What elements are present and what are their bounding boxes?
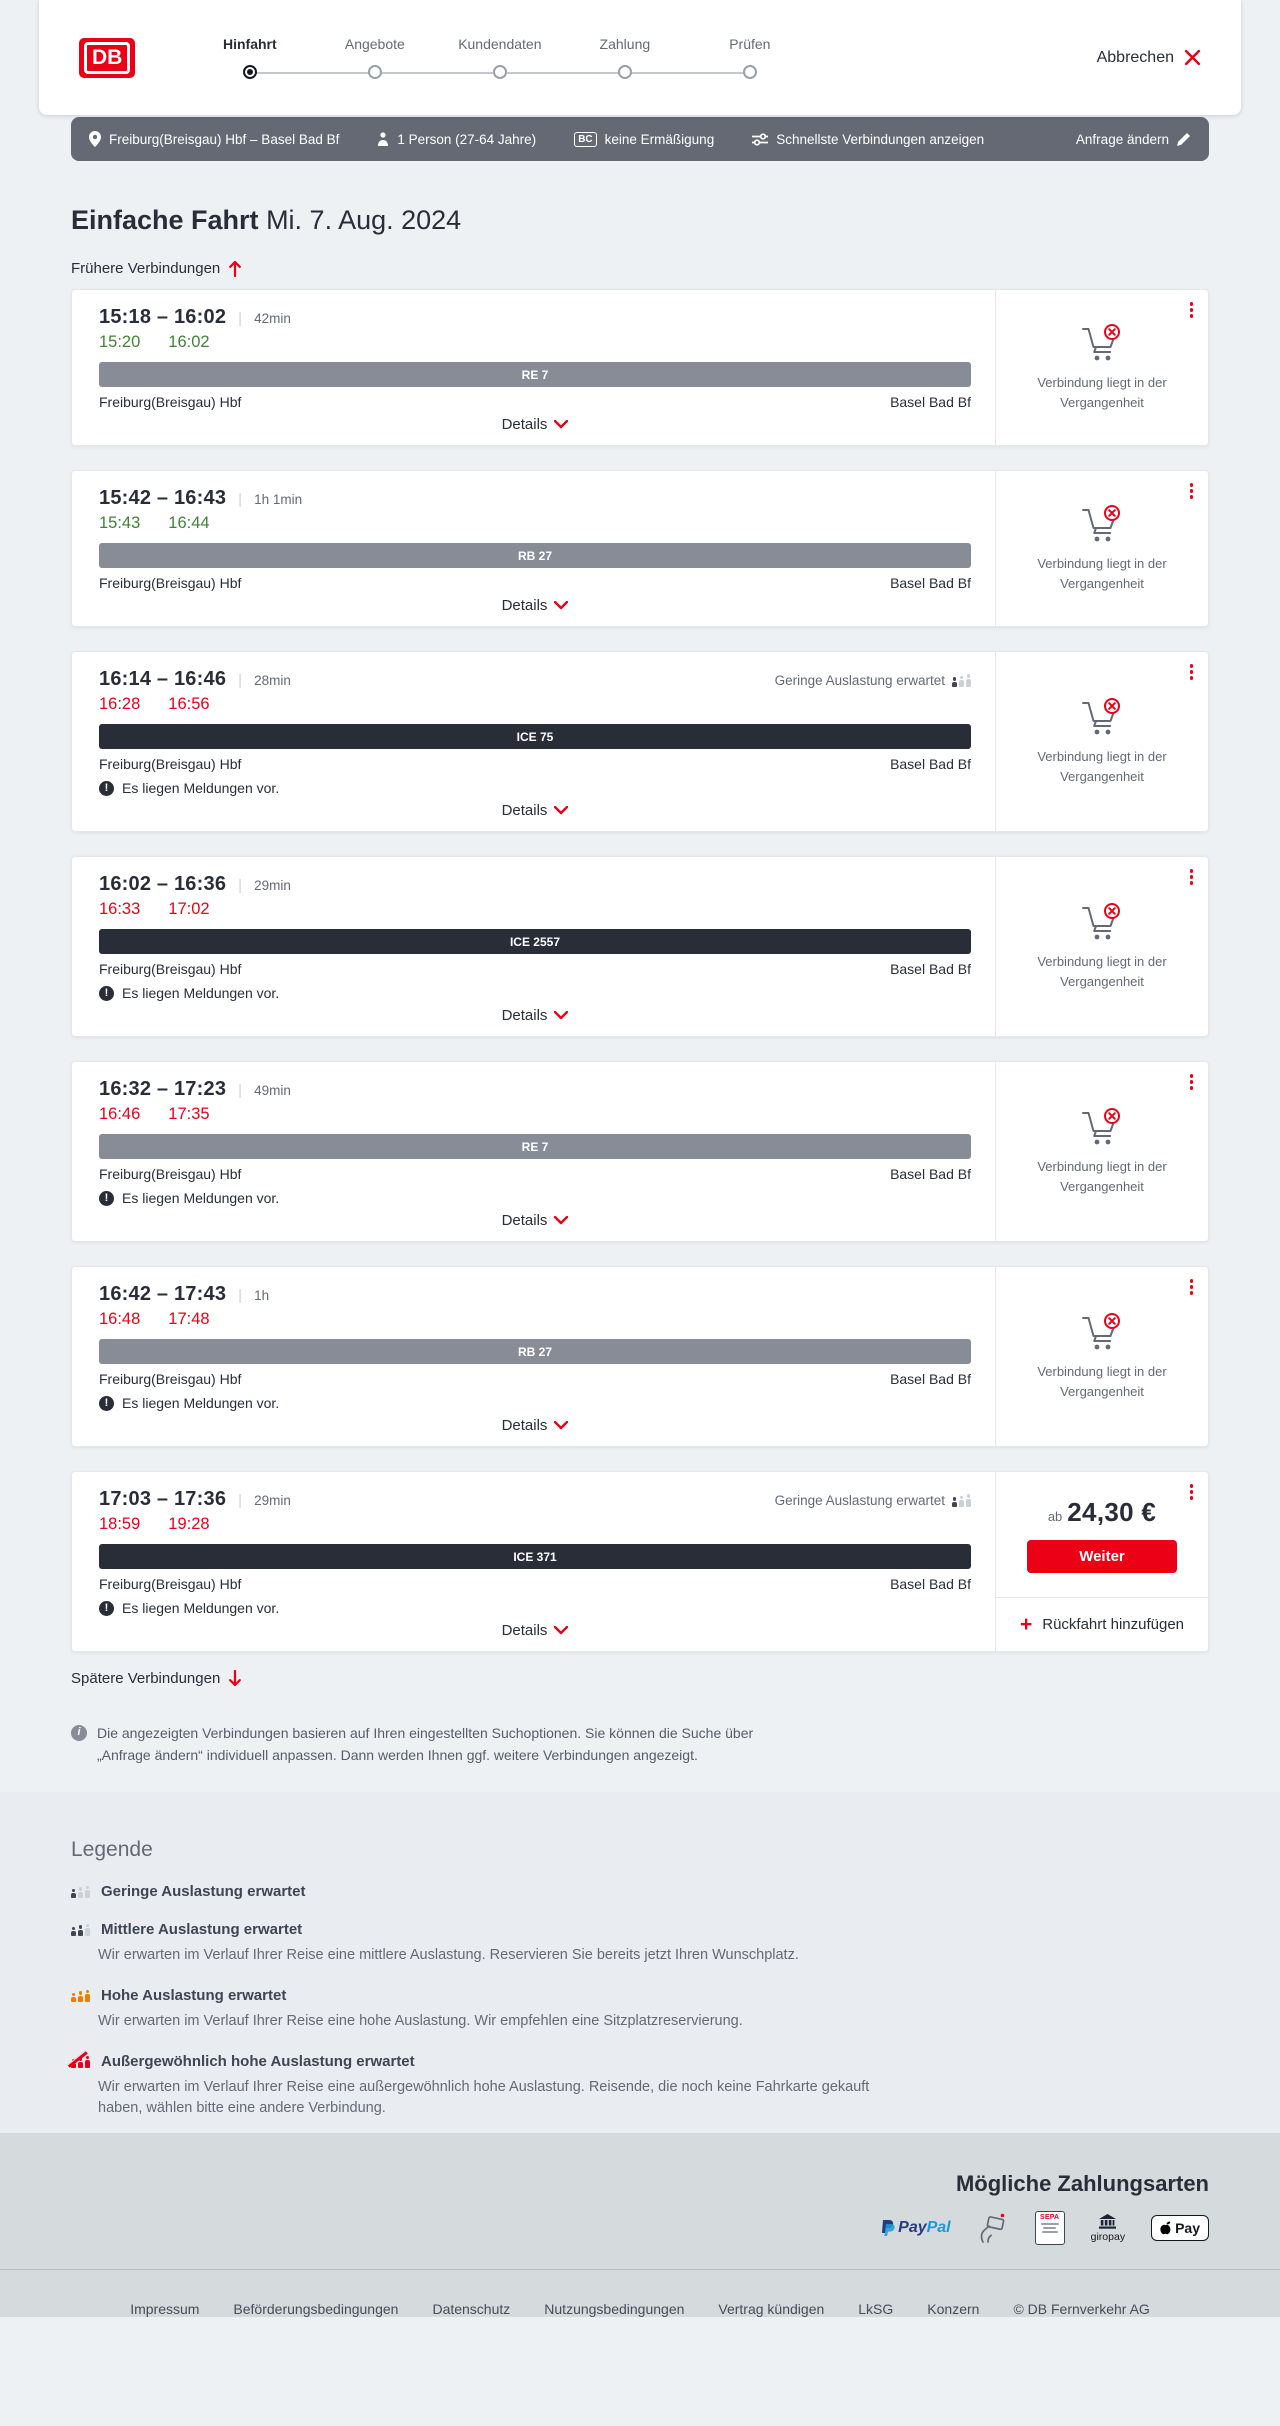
footer-link[interactable]: Nutzungsbedingungen <box>544 2301 685 2318</box>
legend-item-description: Wir erwarten im Verlauf Ihrer Reise eine außergewöhnlich hohe Auslastung. Reisende, die noch keine Fahrkarte gekauft haben, wählen bitte eine andere Verbindung. <box>98 2079 870 2117</box>
cart-unavailable-icon <box>1079 323 1125 363</box>
divider: | <box>238 1492 243 1509</box>
actual-departure: 15:43 <box>99 514 141 532</box>
info-text: Die angezeigten Verbindungen basieren auf Ihren eingestellten Suchoptionen. Sie können die Suche über „Anfrage ändern“ individuell anpassen. Dann werden Ihnen ggf. weitere Verbindungen angezeigt. <box>97 1725 754 1763</box>
trip-type: Einfache Fahrt <box>71 205 259 235</box>
actual-arrival: 16:56 <box>168 695 210 713</box>
messages-label: Es liegen Meldungen vor. <box>122 1190 280 1206</box>
continue-button[interactable]: Weiter <box>1027 1540 1177 1573</box>
connection-times: 15:18 – 16:02 <box>99 306 227 328</box>
details-toggle[interactable] <box>99 416 971 433</box>
connection-card <box>71 289 1209 446</box>
add-return-trip-button[interactable] <box>996 1597 1208 1651</box>
past-connection-panel <box>996 857 1208 1036</box>
origin-station: Freiburg(Breisgau) Hbf <box>99 756 242 772</box>
realtime-times <box>99 1105 971 1124</box>
chevron-down-icon <box>554 601 568 610</box>
messages-label: Es liegen Meldungen vor. <box>122 1600 280 1616</box>
cart-unavailable-icon <box>1079 902 1125 942</box>
footer-link[interactable]: Datenschutz <box>432 2301 511 2318</box>
divider: | <box>238 491 243 508</box>
connection-duration: 42min <box>254 311 291 326</box>
db-logo-text: DB <box>84 42 130 74</box>
details-toggle[interactable] <box>99 1622 971 1639</box>
cancel-label: Abbrechen <box>1096 48 1174 66</box>
more-options-menu[interactable] <box>1188 1277 1196 1297</box>
connection-times: 16:02 – 16:36 <box>99 873 227 895</box>
details-label: Details <box>501 1417 548 1434</box>
more-options-menu[interactable] <box>1188 481 1196 501</box>
plus-icon: + <box>1019 1612 1033 1636</box>
past-connection-label: Verbindung liegt in der Vergangenheit <box>1037 375 1167 410</box>
connection-duration: 29min <box>254 878 291 893</box>
details-label: Details <box>501 802 548 819</box>
realtime-times <box>99 514 971 533</box>
sliders-icon <box>752 133 768 146</box>
step-label: Kundendaten <box>458 36 542 52</box>
footer-link[interactable]: Beförderungsbedingungen <box>233 2301 399 2318</box>
checkout-stepper <box>187 36 812 79</box>
connection-card <box>71 1471 1209 1652</box>
messages-note <box>99 1190 971 1206</box>
arrow-down-icon <box>228 1670 242 1687</box>
trip-date: Mi. 7. Aug. 2024 <box>266 205 462 235</box>
legend-item-description: Wir erwarten im Verlauf Ihrer Reise eine hohe Auslastung. Wir empfehlen eine Sitzplatzreservierung. <box>98 2013 743 2030</box>
connection-times: 16:42 – 17:43 <box>99 1283 227 1305</box>
destination-station: Basel Bad Bf <box>890 1371 971 1387</box>
divider: | <box>238 1287 243 1304</box>
connection-times: 17:03 – 17:36 <box>99 1488 227 1510</box>
connection-card <box>71 856 1209 1037</box>
alert-icon: ! <box>99 1396 114 1411</box>
origin-station: Freiburg(Breisgau) Hbf <box>99 1371 242 1387</box>
legend-item <box>71 2053 1209 2119</box>
actual-departure: 16:33 <box>99 900 141 918</box>
occupancy-icon <box>952 674 971 687</box>
more-options-menu[interactable] <box>1188 1482 1196 1502</box>
later-connections-button[interactable]: Spätere Verbindungen <box>71 1670 242 1687</box>
chevron-down-icon <box>554 1421 568 1430</box>
connection-card <box>71 470 1209 627</box>
payment-title: Mögliche Zahlungsarten <box>955 2171 1209 2197</box>
details-toggle[interactable] <box>99 1212 971 1229</box>
divider: | <box>238 877 243 894</box>
footer-link[interactable]: Impressum <box>130 2301 200 2318</box>
stepper-step[interactable] <box>687 36 812 79</box>
realtime-times <box>99 695 971 714</box>
fastest-text: Schnellste Verbindungen anzeigen <box>776 131 985 147</box>
actual-departure: 16:28 <box>99 695 141 713</box>
footer-link[interactable]: Vertrag kündigen <box>718 2301 825 2318</box>
actual-arrival: 17:35 <box>168 1105 210 1123</box>
actual-departure: 16:46 <box>99 1105 141 1123</box>
destination-station: Basel Bad Bf <box>890 961 971 977</box>
past-connection-panel <box>996 1062 1208 1241</box>
past-connection-label: Verbindung liegt in der Vergangenheit <box>1037 1364 1167 1399</box>
destination-station: Basel Bad Bf <box>890 1166 971 1182</box>
chevron-down-icon <box>554 1626 568 1635</box>
search-info-note <box>71 1723 1209 1766</box>
stepper-step[interactable] <box>562 36 687 79</box>
route-summary <box>89 131 339 147</box>
details-label: Details <box>501 1007 548 1024</box>
location-pin-icon <box>89 131 101 147</box>
connection-card <box>71 1266 1209 1447</box>
connection-duration: 28min <box>254 673 291 688</box>
change-request-label: Anfrage ändern <box>1075 131 1169 147</box>
occupancy-icon <box>71 1924 90 1937</box>
payment-section <box>0 2133 1280 2269</box>
details-toggle[interactable] <box>99 1007 971 1024</box>
actual-arrival: 16:44 <box>168 514 210 532</box>
payment-methods <box>71 2211 1209 2245</box>
occupancy-icon <box>71 2056 90 2069</box>
origin-station: Freiburg(Breisgau) Hbf <box>99 394 242 410</box>
details-toggle[interactable] <box>99 802 971 819</box>
connection-duration: 49min <box>254 1083 291 1098</box>
legend-title: Legende <box>71 1838 153 1862</box>
paypal-icon <box>880 2219 950 2238</box>
actual-departure: 18:59 <box>99 1515 141 1533</box>
past-connection-label: Verbindung liegt in der Vergangenheit <box>1037 556 1167 591</box>
offer-panel <box>996 1472 1208 1597</box>
stepper-step[interactable] <box>437 36 562 79</box>
realtime-times <box>99 900 971 919</box>
actual-arrival: 19:28 <box>168 1515 210 1533</box>
destination-station: Basel Bad Bf <box>890 394 971 410</box>
applepay-icon <box>1151 2215 1209 2241</box>
step-label: Hinfahrt <box>223 36 277 52</box>
step-dot-icon <box>243 65 257 79</box>
occupancy-icon <box>952 1494 971 1507</box>
chevron-down-icon <box>554 1216 568 1225</box>
destination-station: Basel Bad Bf <box>890 575 971 591</box>
passengers-summary <box>377 132 536 147</box>
legend-item <box>71 1921 1209 1966</box>
creditcard-in-hand-icon <box>977 2212 1009 2244</box>
step-label: Angebote <box>344 36 405 52</box>
details-label: Details <box>501 1622 548 1639</box>
paypal-label: PayPal <box>898 2219 951 2237</box>
messages-note <box>99 1600 971 1616</box>
past-connection-panel <box>996 1267 1208 1446</box>
train-segment-bar: ICE 371 <box>99 1544 971 1569</box>
connection-duration: 1h 1min <box>254 492 303 507</box>
header <box>39 0 1241 115</box>
past-connection-label: Verbindung liegt in der Vergangenheit <box>1037 1159 1167 1194</box>
cart-unavailable-icon <box>1079 697 1125 737</box>
legend-item-description: Wir erwarten im Verlauf Ihrer Reise eine mittlere Auslastung. Reservieren Sie bereits jetzt Ihren Wunschplatz. <box>98 1947 799 1964</box>
origin-station: Freiburg(Breisgau) Hbf <box>99 1166 242 1182</box>
connection-card <box>71 651 1209 832</box>
legend-item-label: Geringe Auslastung erwartet <box>101 1883 306 1901</box>
connections-list <box>71 289 1209 1652</box>
past-connection-label: Verbindung liegt in der Vergangenheit <box>1037 954 1167 989</box>
discount-summary <box>574 132 714 147</box>
train-segment-bar: ICE 2557 <box>99 929 971 954</box>
origin-station: Freiburg(Breisgau) Hbf <box>99 575 242 591</box>
details-label: Details <box>501 416 548 433</box>
connection-duration: 29min <box>254 1493 291 1508</box>
past-connection-panel <box>996 471 1208 626</box>
train-segment-bar: RB 27 <box>99 543 971 568</box>
sepa-label: SEPA <box>1039 2214 1060 2222</box>
price-value: 24,30 € <box>1067 1496 1157 1527</box>
step-dot-icon <box>618 65 632 79</box>
step-dot-icon <box>493 65 507 79</box>
occupancy-label: Geringe Auslastung erwartet <box>774 673 945 688</box>
more-options-menu[interactable] <box>1188 662 1196 682</box>
change-request-button[interactable] <box>1076 132 1191 147</box>
cancel-button[interactable] <box>1097 49 1201 67</box>
connection-times: 16:32 – 17:23 <box>99 1078 227 1100</box>
actual-arrival: 16:02 <box>168 333 210 351</box>
destination-station: Basel Bad Bf <box>890 1576 971 1592</box>
messages-label: Es liegen Meldungen vor. <box>122 780 280 796</box>
details-toggle[interactable] <box>99 597 971 614</box>
stepper-step[interactable] <box>312 36 437 79</box>
person-icon <box>377 132 389 146</box>
divider: | <box>238 1082 243 1099</box>
details-label: Details <box>501 1212 548 1229</box>
realtime-times <box>99 333 971 352</box>
train-segment-bar: RE 7 <box>99 1134 971 1159</box>
legend-item-label: Mittlere Auslastung erwartet <box>101 1921 303 1939</box>
connection-times: 15:42 – 16:43 <box>99 487 227 509</box>
alert-icon: ! <box>99 1601 114 1616</box>
messages-label: Es liegen Meldungen vor. <box>122 1395 280 1411</box>
step-label: Zahlung <box>599 36 651 52</box>
footer-link[interactable]: LkSG <box>858 2301 894 2318</box>
more-options-menu[interactable] <box>1188 300 1196 320</box>
alert-icon: ! <box>99 1191 114 1206</box>
legend-item <box>71 1987 1209 2032</box>
step-dot-icon <box>743 65 757 79</box>
legend-item-label: Außergewöhnlich hohe Auslastung erwartet <box>101 2053 415 2071</box>
discount-text: keine Ermäßigung <box>604 131 715 147</box>
realtime-times <box>99 1310 971 1329</box>
legend-item-label: Hohe Auslastung erwartet <box>101 1987 287 2005</box>
sepa-icon <box>1035 2211 1065 2245</box>
occupancy-indicator <box>775 673 971 688</box>
add-return-label: Rückfahrt hinzufügen <box>1042 1616 1185 1633</box>
more-options-menu[interactable] <box>1188 1072 1196 1092</box>
arrow-up-icon <box>228 260 242 277</box>
cart-unavailable-icon <box>1079 504 1125 544</box>
past-connection-panel <box>996 290 1208 445</box>
close-icon <box>1184 49 1201 66</box>
occupancy-label: Geringe Auslastung erwartet <box>774 1493 945 1508</box>
fastest-connections-toggle[interactable] <box>752 132 984 147</box>
legend-item <box>71 1883 1209 1900</box>
realtime-times <box>99 1515 971 1534</box>
bahncard-icon: BC <box>574 132 596 147</box>
messages-note <box>99 1395 971 1411</box>
connection-card <box>71 1061 1209 1242</box>
train-segment-bar: RE 7 <box>99 362 971 387</box>
connection-times: 16:14 – 16:46 <box>99 668 227 690</box>
db-logo <box>79 38 135 78</box>
legend-items <box>71 1883 1209 2119</box>
occupancy-indicator <box>775 1493 971 1508</box>
applepay-label: Pay <box>1175 2220 1200 2237</box>
price-prefix: ab <box>1047 1508 1063 1524</box>
divider: | <box>238 310 243 327</box>
messages-label: Es liegen Meldungen vor. <box>122 985 280 1001</box>
details-toggle[interactable] <box>99 1417 971 1434</box>
info-icon: i <box>71 1725 87 1741</box>
past-connection-label: Verbindung liegt in der Vergangenheit <box>1037 749 1167 784</box>
chevron-down-icon <box>554 806 568 815</box>
connection-duration: 1h <box>254 1288 270 1303</box>
alert-icon: ! <box>99 986 114 1001</box>
train-segment-bar: ICE 75 <box>99 724 971 749</box>
step-label: Prüfen <box>729 36 771 52</box>
footer <box>0 2269 1280 2317</box>
actual-arrival: 17:48 <box>168 1310 210 1328</box>
chevron-down-icon <box>554 420 568 429</box>
details-label: Details <box>501 597 548 614</box>
legend-section <box>0 1792 1280 2133</box>
actual-arrival: 17:02 <box>168 900 210 918</box>
passengers-text: 1 Person (27-64 Jahre) <box>397 131 537 147</box>
step-dot-icon <box>368 65 382 79</box>
giropay-label: giropay <box>1090 2230 1126 2243</box>
origin-station: Freiburg(Breisgau) Hbf <box>99 961 242 977</box>
train-segment-bar: RB 27 <box>99 1339 971 1364</box>
earlier-connections-button[interactable]: Frühere Verbindungen <box>71 260 242 277</box>
divider: | <box>238 672 243 689</box>
copyright: © DB Fernverkehr AG <box>1013 2301 1150 2318</box>
more-options-menu[interactable] <box>1188 867 1196 887</box>
page-title <box>71 205 1209 236</box>
footer-link[interactable]: Konzern <box>927 2301 980 2318</box>
actual-departure: 15:20 <box>99 333 141 351</box>
route-text: Freiburg(Breisgau) Hbf – Basel Bad Bf <box>109 131 340 147</box>
destination-station: Basel Bad Bf <box>890 756 971 772</box>
occupancy-icon <box>71 1990 90 2003</box>
alert-icon: ! <box>99 781 114 796</box>
past-connection-panel <box>996 652 1208 831</box>
stepper-step[interactable] <box>187 36 312 79</box>
messages-note <box>99 985 971 1001</box>
origin-station: Freiburg(Breisgau) Hbf <box>99 1576 242 1592</box>
cart-unavailable-icon <box>1079 1312 1125 1352</box>
giropay-icon <box>1091 2214 1125 2243</box>
messages-note <box>99 780 971 796</box>
pencil-icon <box>1177 132 1191 146</box>
search-summary-bar <box>71 117 1209 161</box>
chevron-down-icon <box>554 1011 568 1020</box>
actual-departure: 16:48 <box>99 1310 141 1328</box>
cart-unavailable-icon <box>1079 1107 1125 1147</box>
footer-links <box>0 2301 1280 2317</box>
occupancy-icon <box>71 1886 90 1899</box>
